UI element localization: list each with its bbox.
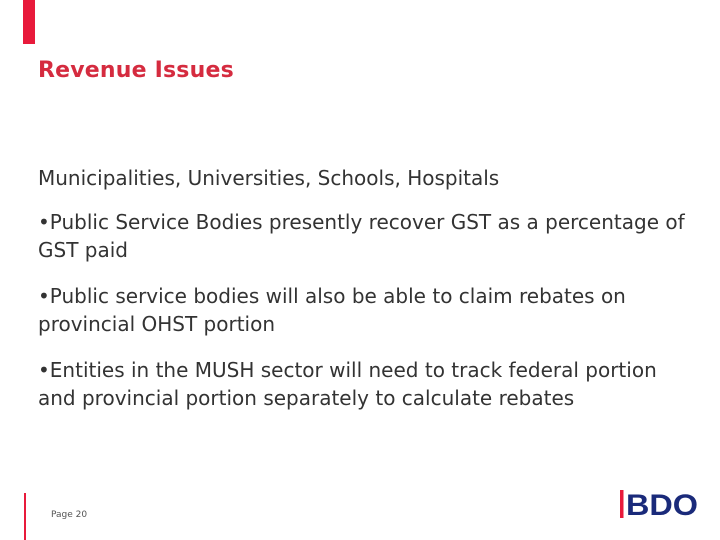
subheading: Municipalities, Universities, Schools, Hospitals bbox=[38, 166, 500, 190]
bullet-marker: • bbox=[38, 284, 50, 308]
page-number: Page 20 bbox=[51, 510, 88, 520]
slide-content bbox=[38, 164, 698, 430]
bullet-marker: • bbox=[38, 210, 50, 234]
bullet-item bbox=[38, 282, 698, 338]
bullet-text: Public Service Bodies presently recover GST as a percentage of GST paid bbox=[38, 210, 685, 262]
bullet-item bbox=[38, 208, 698, 264]
bullet-item bbox=[38, 356, 698, 412]
logo-accent-bar bbox=[620, 490, 624, 518]
bottom-accent-bar bbox=[24, 493, 26, 540]
top-accent-bar bbox=[23, 0, 35, 44]
slide-title: Revenue Issues bbox=[38, 58, 234, 83]
bullet-marker: • bbox=[38, 358, 50, 382]
bullet-text: Entities in the MUSH sector will need to track federal portion and provincial portion separately to calculate rebates bbox=[38, 358, 657, 410]
logo-text: BDO bbox=[626, 489, 698, 520]
bdo-logo bbox=[620, 488, 698, 520]
bullet-text: Public service bodies will also be able to claim rebates on provincial OHST portion bbox=[38, 284, 626, 336]
